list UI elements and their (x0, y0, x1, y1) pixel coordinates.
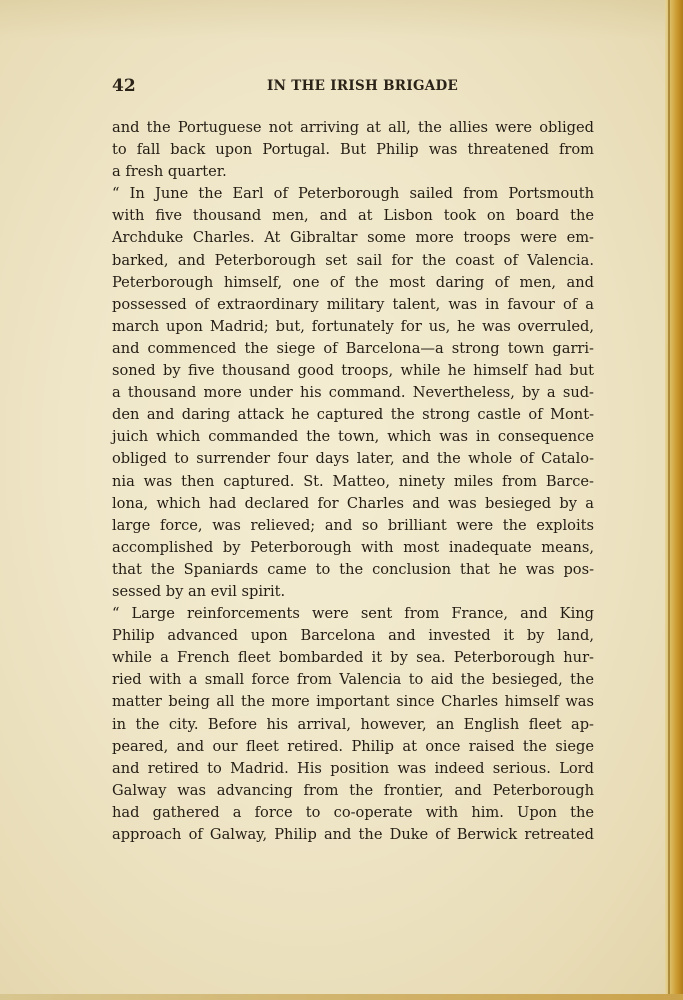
text-line: and commenced the siege of Barcelona—a strong town garri- (112, 339, 594, 357)
text-line: peared, and our fleet retired. Philip at once raised the siege (112, 737, 594, 755)
body-text (112, 117, 594, 846)
text-line: ried with a small force from Valencia to aid the besieged, the (112, 671, 594, 689)
text-line: Peterborough himself, one of the most daring of men, and (112, 273, 594, 291)
text-line: and the Portuguese not arriving at all, the allies were obliged (112, 119, 594, 136)
page-bottom-edge (0, 994, 683, 1000)
text-line: a thousand more under his command. Nevertheless, by a sud- (112, 384, 594, 402)
page-top-shade (0, 0, 683, 40)
text-line: juich which commanded the town, which was in consequence (112, 428, 594, 446)
text-line: and retired to Madrid. His position was indeed serious. Lord (112, 759, 594, 777)
text-line: in the city. Before his arrival, however, an English fleet ap- (112, 715, 594, 733)
running-head: IN THE IRISH BRIGADE (267, 78, 459, 94)
text-line: march upon Madrid; but, fortunately for us, he was overruled, (112, 317, 594, 335)
text-line: nia was then captured. St. Matteo, ninety miles from Barce- (112, 472, 594, 490)
text-line: approach of Galway, Philip and the Duke of Berwick retreated (112, 826, 594, 843)
text-line: matter being all the more important since Charles himself was (112, 693, 594, 711)
text-line: while a French fleet bombarded it by sea. Peterborough hur- (112, 649, 594, 667)
text-line: had gathered a force to co-operate with him. Upon the (112, 803, 594, 821)
text-line: Philip advanced upon Barcelona and invested it by land, (112, 627, 594, 645)
text-line: a fresh quarter. (112, 163, 227, 181)
text-line: barked, and Peterborough set sail for the coast of Valencia. (112, 251, 594, 269)
text-line: possessed of extraordinary military talent, was in favour of a (112, 295, 594, 313)
text-line: obliged to surrender four days later, and the whole of Catalo- (112, 450, 594, 468)
text-line: Galway was advancing from the frontier, and Peterborough (112, 781, 594, 799)
page-edge-line (668, 0, 670, 1000)
text-line: lona, which had declared for Charles and was besieged by a (112, 494, 594, 512)
text-line: to fall back upon Portugal. But Philip was threatened from (112, 141, 594, 159)
text-line: with five thousand men, and at Lisbon took on board the (112, 207, 594, 225)
text-line: Archduke Charles. At Gibraltar some more troops were em- (112, 229, 594, 247)
text-line: accomplished by Peterborough with most inadequate means, (112, 538, 594, 556)
text-line: soned by five thousand good troops, while he himself had but (112, 362, 594, 380)
text-line: “ Large reinforcements were sent from France, and King (112, 605, 594, 623)
page-header (112, 76, 594, 100)
text-line: sessed by an evil spirit. (112, 582, 286, 600)
page-number: 42 (112, 76, 136, 96)
text-line: den and daring attack he captured the strong castle of Mont- (112, 406, 594, 424)
text-line: large force, was relieved; and so brilliant were the exploits (112, 516, 594, 534)
text-line: that the Spaniards came to the conclusion that he was pos- (112, 560, 594, 578)
text-line: “ In June the Earl of Peterborough sailed from Portsmouth (112, 185, 594, 203)
